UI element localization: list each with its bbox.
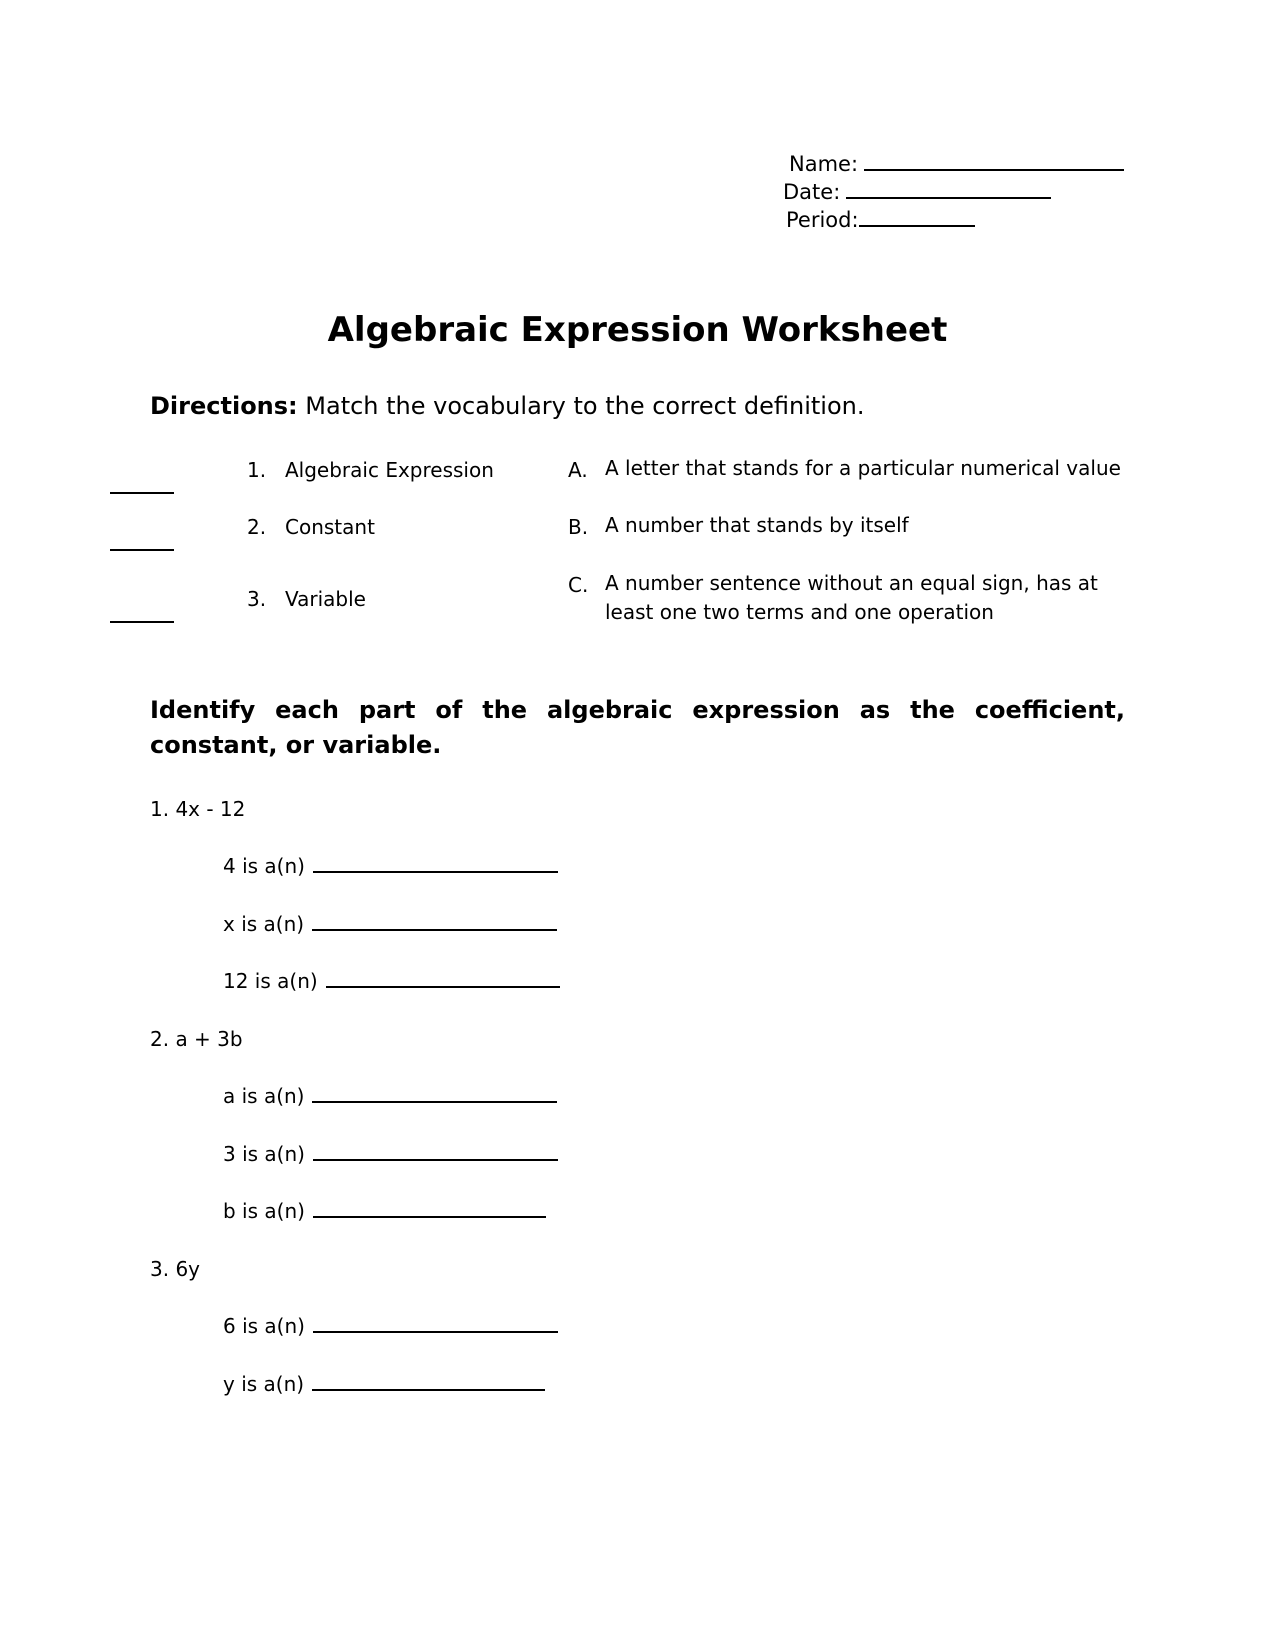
answer-blank[interactable]	[312, 1388, 545, 1391]
answer-row	[223, 1142, 558, 1166]
problem-label: 3. 6y	[150, 1257, 200, 1281]
answer-row	[223, 1314, 558, 1338]
answer-blank[interactable]	[313, 1330, 558, 1333]
answer-prompt: a is a(n)	[223, 1084, 305, 1108]
answer-blank[interactable]	[326, 985, 560, 988]
problem-label: 2. a + 3b	[150, 1027, 243, 1051]
answer-prompt: y is a(n)	[223, 1372, 305, 1396]
definition-c: A number sentence without an equal sign, has at least one two terms and one operation	[605, 571, 1098, 624]
match-answer-blank-1[interactable]	[110, 492, 174, 494]
answer-row	[223, 1199, 546, 1223]
definition-letter: A.	[568, 458, 588, 482]
answer-row	[223, 1372, 545, 1396]
term-number: 2.	[247, 515, 267, 539]
term-constant: Constant	[285, 515, 375, 539]
answer-row	[223, 912, 557, 936]
definition-a: A letter that stands for a particular numerical value	[605, 456, 1121, 480]
date-label: Date:	[783, 180, 841, 204]
page-title: Algebraic Expression Worksheet	[327, 310, 948, 350]
definition-letter: C.	[568, 573, 589, 597]
period-blank[interactable]	[859, 224, 975, 227]
date-blank[interactable]	[846, 196, 1051, 199]
answer-blank[interactable]	[312, 928, 557, 931]
answer-blank[interactable]	[313, 1215, 546, 1218]
period-field	[786, 208, 975, 232]
answer-prompt: 6 is a(n)	[223, 1314, 305, 1338]
directions-label: Directions:	[150, 392, 298, 420]
term-number: 3.	[247, 587, 267, 611]
term-variable: Variable	[285, 587, 366, 611]
answer-row	[223, 969, 560, 993]
directions	[150, 392, 864, 420]
answer-blank[interactable]	[312, 1100, 557, 1103]
answer-blank[interactable]	[313, 870, 558, 873]
definition-letter: B.	[568, 515, 589, 539]
name-blank[interactable]	[864, 168, 1124, 171]
name-label: Name:	[789, 152, 859, 176]
name-field	[789, 152, 1124, 176]
answer-prompt: b is a(n)	[223, 1199, 305, 1223]
answer-row	[223, 1084, 557, 1108]
answer-prompt: 3 is a(n)	[223, 1142, 305, 1166]
term-algebraic-expression: Algebraic Expression	[285, 458, 494, 482]
period-label: Period:	[786, 208, 859, 232]
term-number: 1.	[247, 458, 267, 482]
match-answer-blank-2[interactable]	[110, 549, 174, 551]
answer-row	[223, 854, 558, 878]
date-field	[783, 180, 1051, 204]
identify-instructions: Identify each part of the algebraic expression as the coefficient, constant, or variable.	[150, 696, 1125, 759]
directions-text: Match the vocabulary to the correct definition.	[297, 392, 865, 420]
problem-label: 1. 4x - 12	[150, 797, 246, 821]
answer-prompt: x is a(n)	[223, 912, 305, 936]
answer-prompt: 12 is a(n)	[223, 969, 318, 993]
match-answer-blank-3[interactable]	[110, 621, 174, 623]
answer-prompt: 4 is a(n)	[223, 854, 305, 878]
answer-blank[interactable]	[313, 1158, 558, 1161]
definition-b: A number that stands by itself	[605, 513, 909, 537]
